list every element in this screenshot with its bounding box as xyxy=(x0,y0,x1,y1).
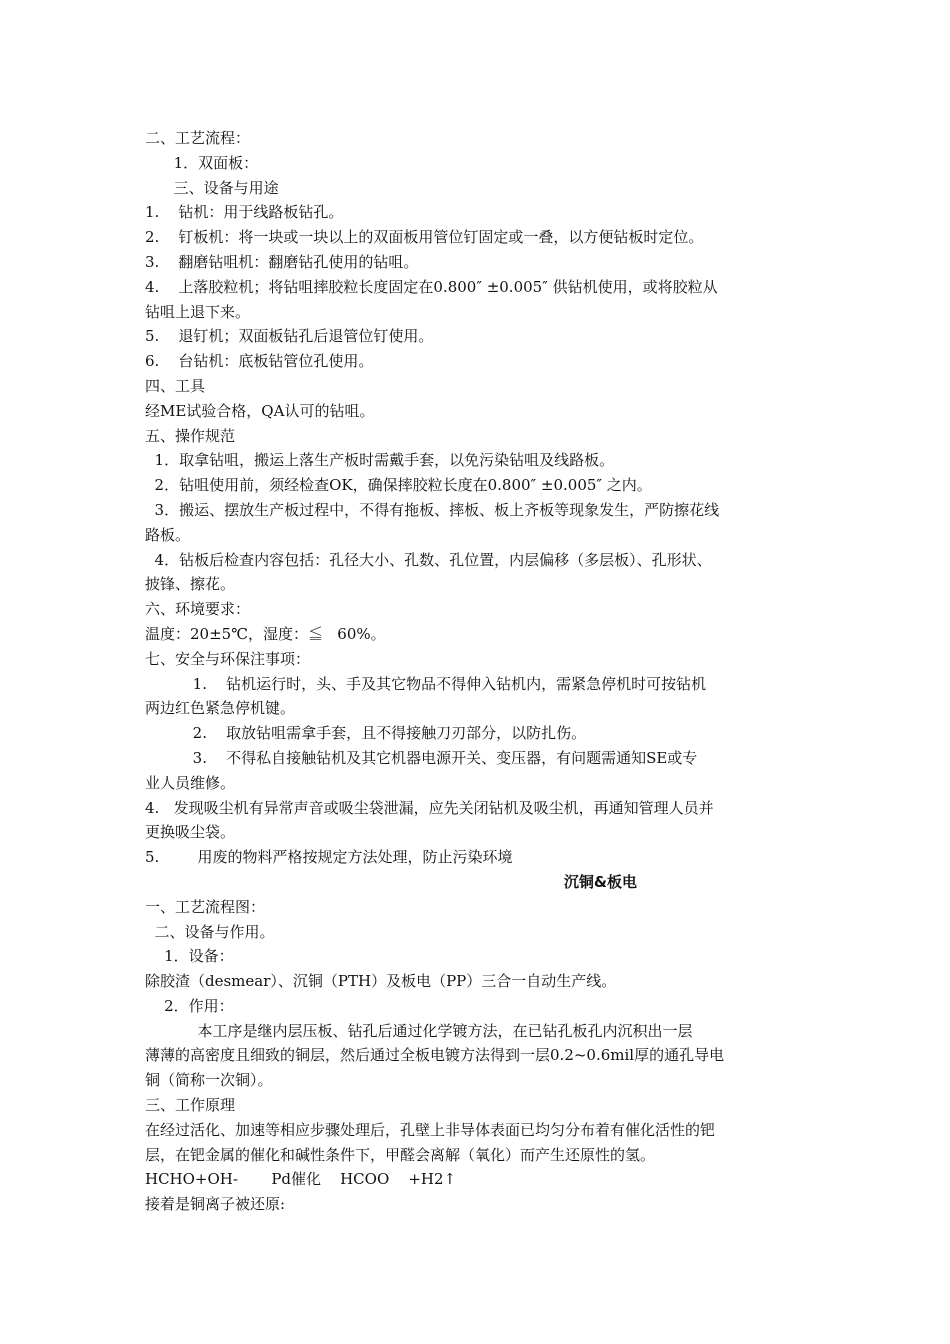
text-line: 2．钻咀使用前，须经检查OK，确保摔胶粒长度在0.800″ ±0.005″ 之内。 xyxy=(145,476,652,495)
text-line: 在经过活化、加速等相应步骤处理后，孔壁上非导体表面已均匀分布着有催化活性的钯 xyxy=(145,1120,716,1139)
text-line: 1．取拿钻咀，搬运上落生产板时需戴手套，以免污染钻咀及线路板。 xyxy=(145,451,615,470)
text-line: 3．搬运、摆放生产板过程中，不得有拖板、摔板、板上齐板等现象发生，严防擦花线 xyxy=(145,500,720,519)
text-line: 1. 钻机：用于线路板钻孔。 xyxy=(145,203,344,222)
text-line: 三、工作原理 xyxy=(145,1096,236,1115)
text-line: 铜（简称一次铜）。 xyxy=(145,1071,273,1090)
text-line: 更换吸尘袋。 xyxy=(145,823,236,842)
text-line: 一、工艺流程图： xyxy=(145,897,266,916)
section-title: 沉铜&板电 xyxy=(563,872,637,891)
text-line: 4. 上落胶粒机；将钻咀摔胶粒长度固定在0.800″ ±0.005″ 供钻机使用，或将胶粒从 xyxy=(145,277,718,296)
text-line: 披锋、擦花。 xyxy=(145,575,236,594)
text-line: 七、安全与环保注事项： xyxy=(145,649,311,668)
text-line: 5. 用废的物料严格按规定方法处理，防止污染环境 xyxy=(145,848,513,867)
text-line: 5. 退钉机；双面板钻孔后退管位钉使用。 xyxy=(145,327,434,346)
text-line: 6. 台钻机：底板钻管位孔使用。 xyxy=(145,352,374,371)
text-line: 接着是铜离子被还原: xyxy=(145,1195,286,1214)
text-line: 2. 取放钻咀需拿手套，且不得接触刀刃部分，以防扎伤。 xyxy=(145,724,587,743)
text-line: 层，在钯金属的催化和碱性条件下，甲醛会离解（氧化）而产生还原性的氢。 xyxy=(145,1145,656,1164)
text-line: 业人员维修。 xyxy=(145,773,236,792)
text-line: 除胶渣（desmear）、沉铜（PTH）及板电（PP）三合一自动生产线。 xyxy=(145,972,617,991)
text-line: 2．作用： xyxy=(145,996,234,1015)
text-line: 二、工艺流程： xyxy=(145,129,251,147)
text-line: 温度：20±5℃，湿度：≦ 60%。 xyxy=(145,624,386,643)
text-line: 三、设备与用途 xyxy=(145,178,279,197)
text-line: 钻咀上退下来。 xyxy=(145,302,251,321)
text-line: 1．设备： xyxy=(145,947,234,966)
text-line: 本工序是继内层压板、钻孔后通过化学镀方法，在已钻孔板孔内沉积出一层 xyxy=(145,1021,693,1040)
text-line: 1．双面板： xyxy=(145,153,259,172)
text-line: 四、工具 xyxy=(145,376,206,395)
text-line: HCHO+OH- Pd催化 HCOO +H2↑ xyxy=(145,1170,457,1189)
text-line: 五、操作规范 xyxy=(145,426,236,445)
document-body xyxy=(145,126,805,1217)
text-line: 1. 钻机运行时，头、手及其它物品不得伸入钻机内，需紧急停机时可按钻机 xyxy=(145,674,707,693)
text-line: 二、设备与作用。 xyxy=(145,922,275,941)
text-line: 4．钻板后检查内容包括：孔径大小、孔数、孔位置，内层偏移（多层板）、孔形状、 xyxy=(145,550,712,569)
text-line: 3. 不得私自接触钻机及其它机器电源开关、变压器，有问题需通知SE或专 xyxy=(145,748,698,767)
text-line: 3. 翻磨钻咀机：翻磨钻孔使用的钻咀。 xyxy=(145,252,419,271)
text-line: 两边红色紧急停机键。 xyxy=(145,699,296,718)
text-line: 路板。 xyxy=(145,525,191,544)
text-line: 4. 发现吸尘机有异常声音或吸尘袋泄漏，应先关闭钻机及吸尘机，再通知管理人员并 xyxy=(145,798,714,817)
text-line: 经ME试验合格，QA认可的钻咀。 xyxy=(145,401,375,420)
text-line: 六、环境要求： xyxy=(145,600,251,619)
text-line: 2. 钉板机：将一块或一块以上的双面板用管位钉固定或一叠，以方便钻板时定位。 xyxy=(145,228,704,247)
text-line: 薄薄的高密度且细致的铜层，然后通过全板电镀方法得到一层0.2~0.6mil厚的通孔导电 xyxy=(145,1046,725,1065)
